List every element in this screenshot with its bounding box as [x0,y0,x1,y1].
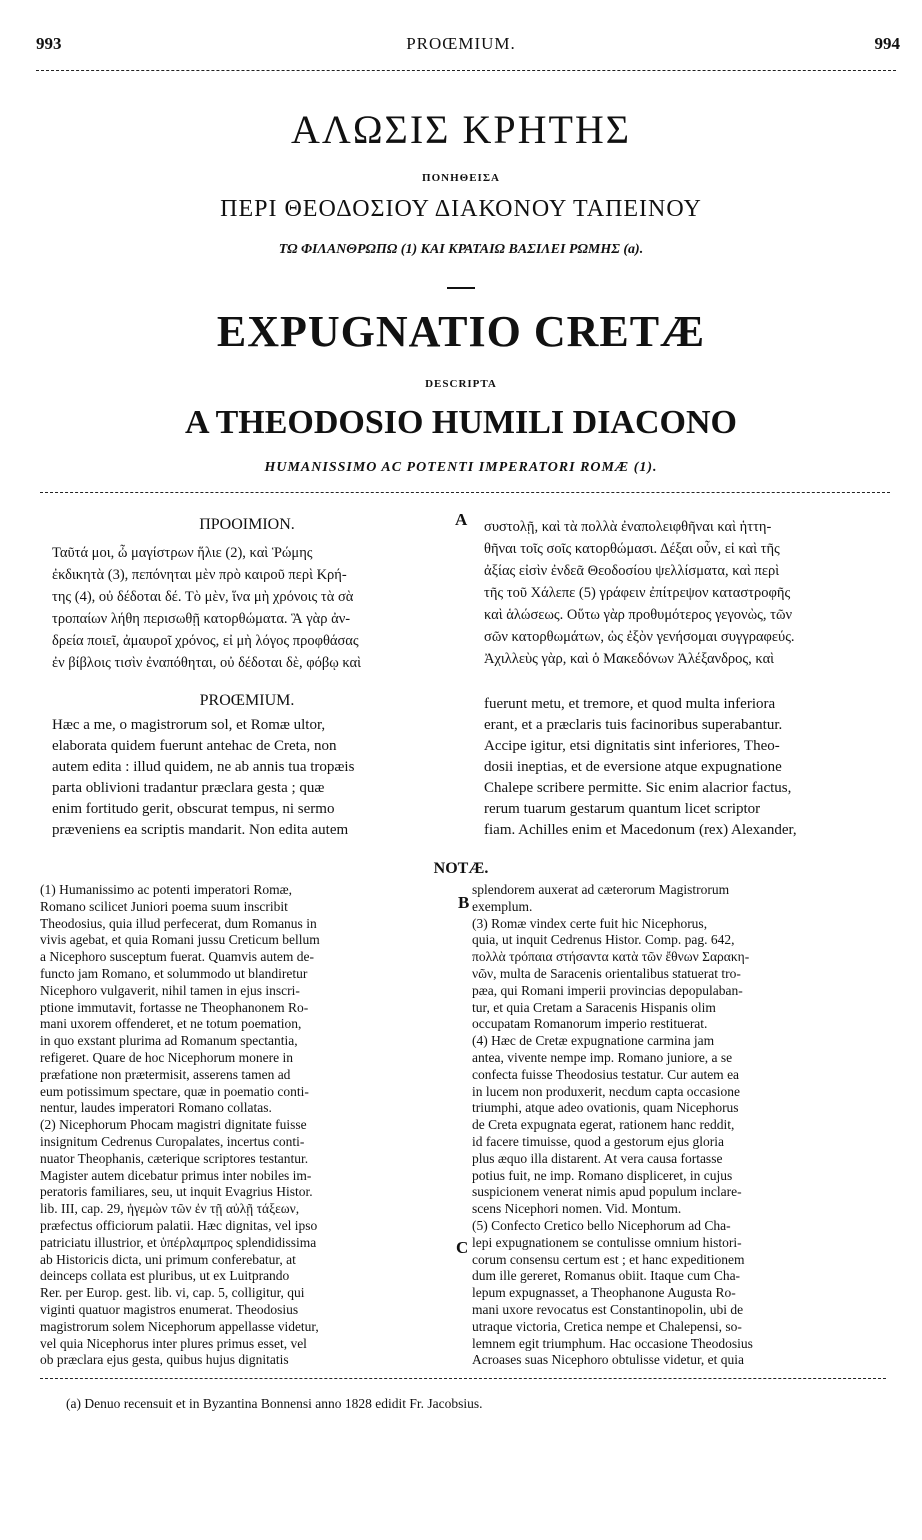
note-line: nuator Theophanis, cæterique scriptores testantur. [40,1150,309,1166]
note-line: suspicionem venerat nimis apud populum inclare- [472,1184,742,1200]
latin-dedication: HUMANISSIMO AC POTENTI IMPERATORI ROMÆ (1). [264,460,658,475]
note-line: nentur, laudes imperatori Romano collatas. [40,1100,272,1116]
note-line: ptione immutavit, fortasse ne Theophanonem Ro- [40,999,309,1015]
bottom-footnote: (a) Denuo recensuit et in Byzantina Bonnensi anno 1828 edidit Fr. Jacobsius. [66,1396,483,1411]
text-line: ἐν βίβλοις τισὶν ἐναπόθηται, οὐ δέδοται δὲ, φόβῳ καὶ [52,655,362,671]
text-line: ἐκδικητὰ (3), πεπόνηται μὲν πρὸ καιροῦ περὶ Κρή- [52,567,347,583]
note-line: scens Nicephori nomen. Vid. Montum. [472,1201,682,1217]
note-line: ob præclara ejus gesta, quibus hujus dignitatis [40,1352,289,1368]
note-line: antea, vivente nempe imp. Romano juniore, a se [472,1049,733,1065]
text-line: σῶν κατορθωμάτων, ὡς ἐξὸν γενήσομαι συγγραφεύς. [484,629,795,645]
text-line: fiam. Achilles enim et Macedonum (rex) Alexander, [484,822,797,838]
note-line: πολλὰ τρόπαια στήσαντα κατὰ τῶν ἔθνων Σαρακη- [472,949,750,965]
text-line: Ἀχιλλεὺς γὰρ, καὶ ὁ Μακεδόνων Ἀλέξανδρος, καὶ [484,651,775,667]
greek-prooimion-heading: ΠΡΟΟΙΜΙΟΝ. [199,516,295,533]
note-line: pæa, qui Romani imperii provincias depopulaban- [472,982,743,998]
note-line: peratoris familiares, seu, ut inquit Evagrius Histor. [40,1184,313,1200]
note-line: magistrorum solem Nicephorum appellasse videtur, [40,1318,319,1334]
note-line: refigeret. Quare de hoc Nicephorum monere in [40,1049,294,1065]
greek-author-line: ΠΕΡΙ ΘΕΟΔΟΣΙΟΥ ΔΙΑΚΟΝΟΥ ΤΑΠΕΙΝΟΥ [220,196,702,222]
text-line: fuerunt metu, et tremore, et quod multa inferiora [484,696,776,712]
note-line: splendorem auxerat ad cæterorum Magistrorum [472,882,730,897]
note-line: triumphi, atque adeo ovationis, quam Nicephorus [472,1100,739,1116]
note-line: lepi expugnationem se contulisse omnium histori- [472,1234,742,1250]
note-line: a Nicephoro susceptum fuerat. Quamvis autem de- [40,949,315,965]
text-line: erant, et a præclaris tuis facinoribus superabantur. [484,717,783,733]
note-line: Acroases suas Nicephoro obtulisse videtur, et quia [472,1352,745,1368]
text-line: θῆναι τοῖς σοῖς κατορθώμασι. Δέξαι οὖν, εἰ καὶ τῆς [484,541,780,557]
note-line: id facere timuisse, quod a gestorum ejus gloria [472,1133,724,1149]
note-line: νῶν, multa de Saracenis orientalibus statuerat tro- [472,965,741,981]
note-line: mani uxore revocatus est Constantinopolin, ubi de [472,1301,744,1317]
text-line: dosii ineptias, et de eversione atque expugnatione [484,759,782,775]
note-line: patriciatu illustrior, et ὑπέρλαμπρος splendidissima [40,1234,317,1250]
text-line: præveniens ea scriptis mandarit. Non edita autem [52,822,349,838]
note-line: dum ille gereret, Romanus obiit. Itaque cum Cha- [472,1268,741,1284]
note-line: vel quia Nicephorus inter plures primus esset, vel [40,1335,307,1351]
note-line: (5) Confecto Cretico bello Nicephorum ad Cha- [472,1217,731,1233]
note-line: potius fuit, ne imp. Romano displiceret, in cujus [472,1167,733,1183]
greek-text-left [52,542,442,674]
notes-left-column [40,882,452,1369]
note-line: lemnem egit triumphum. Hac occasione Theodosius [472,1335,753,1351]
note-line: in quo exstant plurima ad Romanum spectantia, [40,1033,298,1049]
note-line: (1) Humanissimo ac potenti imperatori Romæ, [40,882,292,897]
greek-subtitle: ΠΟΝΗΘΕΙΣΑ [422,172,500,184]
note-line: insignitum Cedrenus Curopalates, incertus conti- [40,1133,305,1149]
margin-letter-c: C [456,1238,469,1257]
note-line: (4) Hæc de Cretæ expugnatione carmina jam [472,1033,715,1049]
note-line: Magister autem dicebatur primus inter nobiles im- [40,1167,312,1183]
text-line: Accipe igitur, etsi dignitatis sint inferiores, Theo- [484,738,780,754]
latin-text-right [484,694,892,841]
latin-main-title: EXPUGNATIO CRETÆ [216,307,706,356]
text-line: Hæc a me, o magistrorum sol, et Romæ ultor, [52,717,326,733]
note-line: (2) Nicephorum Phocam magistri dignitate fuisse [40,1117,307,1133]
note-line: lib. III, cap. 29, ἡγεμὼν τῶν ἐν τῇ αὐλῇ τάξεων, [40,1201,300,1217]
text-line: τῆς τοῦ Χάλεπε (5) γράφειν ἐπίτρεψον καταστροφῆς [484,585,791,601]
latin-subtitle: DESCRIPTA [425,378,497,390]
text-line: συστολῇ, καὶ τὰ πολλὰ ἐναπολειφθῆναι καὶ ἡττη- [484,519,772,535]
text-line: Ταῦτά μοι, ὦ μαγίστρων ἥλιε (2), καὶ Ῥώμης [52,545,313,561]
latin-author-line: A THEODOSIO HUMILI DIACONO [185,404,737,441]
page-number-left: 993 [36,34,62,53]
text-line: elaborata quidem fuerunt antehac de Creta, non [52,738,337,754]
note-line: viginti quatuor magistros enumerat. Theodosius [40,1301,299,1317]
note-line: functo jam Romano, et solummodo ut blandiretur [40,965,308,981]
note-line: quia, ut inquit Cedrenus Histor. Comp. pag. 642, [472,932,735,948]
text-line: καὶ ἁλώσεως. Οὕτω γὰρ προθυμότερος γεγονὼς, τῶν [484,607,793,623]
greek-main-title: ΑΛΩΣΙΣ ΚΡΗΤΗΣ [290,107,632,152]
text-line: parta oblivioni tradantur præclara gesta ; quæ [52,780,325,796]
note-line: Nicephoro vulgaverit, nihil tamen in ejus inscri- [40,982,300,998]
note-line: lepum expugnasset, a Theophanone Augusta Ro- [472,1285,736,1301]
notes-heading: NOTÆ. [433,860,489,877]
page-number-right: 994 [874,34,900,53]
note-line: Theodosius, quia illud perfecerat, dum Romanus in [40,915,317,931]
note-line: mani uxorem offenderet, et ne totum poemation, [40,1016,302,1032]
text-line: enim fortitudo gerit, obscurat tempus, ni sermo [52,801,335,817]
text-line: της (4), οὐ δέδοται δέ. Τὸ μὲν, ἵνα μὴ χρόνοις τὰ σὰ [52,589,354,605]
notes-rule [40,1378,886,1379]
header-rule [36,70,896,71]
note-line: corum consensu certum est ; et hanc expeditionem [472,1251,745,1267]
latin-proemium-heading: PROŒMIUM. [199,692,295,709]
note-line: exemplum. [472,898,533,914]
note-line: deinceps collata est pluribus, ut ex Luitprando [40,1268,290,1284]
note-line: præfatione non prætermisit, asserens tamen ad [40,1066,291,1082]
note-line: confecta fuisse Theodosius testatur. Cur autem ea [472,1066,740,1082]
text-line: ἀξίας εἰσὶν ἐνδεᾶ Θεοδοσίου ψελλίσματα, καὶ περὶ [484,563,780,579]
text-line: δρεία ποιεῖ, ἀμαυροῖ χρόνος, εἰ μὴ λόγος προφθάσας [52,633,359,649]
note-line: occupatam Romanorum imperio restituerat. [472,1016,708,1032]
note-line: tur, et quia Cretam a Saracenis Hispanis olim [472,999,716,1015]
running-title: PROŒMIUM. [406,34,516,53]
note-line: præfectus officiorum palatii. Hæc dignitas, vel ipso [40,1217,318,1233]
text-line: rerum tuarum gestarum quantum licet scriptor [484,801,761,817]
margin-letter-b: B [458,893,470,912]
greek-dedication: ΤΩ ΦΙΛΑΝΘΡΩΠΩ (1) ΚΑΙ ΚΡΑΤΑΙΩ ΒΑΣΙΛΕΙ ΡΩΜΗΣ (a). [278,242,644,257]
text-line: τροπαίων λήθη περισωθῇ κατορθώματα. Ἃ γὰρ ἀν- [52,611,351,627]
latin-text-left [52,715,442,841]
note-line: vivis agebat, et quia Romani jussu Creticum bellum [40,932,320,948]
margin-letter-a: A [455,510,468,529]
note-line: Romano scilicet Juniori poema suum inscribit [40,898,288,914]
note-line: utraque victoria, Cretica nempe et Chalepensi, so- [472,1318,742,1334]
notes-right-column [472,882,886,1369]
title-divider [447,287,475,289]
text-line: Chalepe scribere permitte. Sic enim alacrior factus, [484,780,792,796]
greek-text-right [484,516,892,670]
text-line: autem edita : illud quidem, ne ab annis tua tropæis [52,759,355,775]
note-line: Rer. per Europ. gest. lib. vi, cap. 5, colligitur, qui [40,1285,305,1301]
note-line: ab Historicis dicta, uni primum conferebatur, at [40,1251,296,1267]
title-rule [40,492,890,493]
note-line: plus æquo illa distarent. At vera causa fortasse [472,1150,723,1166]
note-line: de Creta expugnata egerat, rationem hanc reddit, [472,1117,735,1133]
note-line: eum potissimum spectare, quæ in poematio conti- [40,1083,309,1099]
note-line: (3) Romæ vindex certe fuit hic Nicephorus, [472,915,708,931]
note-line: in lucem non produxerit, necdum capta occasione [472,1083,741,1099]
